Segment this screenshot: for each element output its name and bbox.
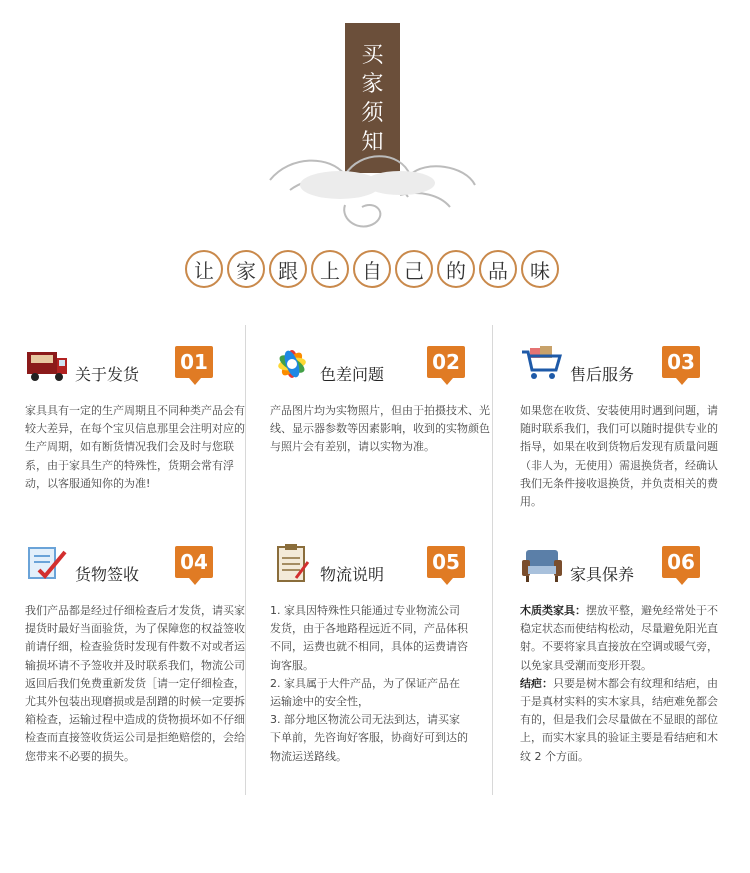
section-text: 家具具有一定的生产周期且不同种类产品会有较大差异，在每个宝贝信息那里会注明对应的生产周期，如有断货情况我们会及时与您联系，由于家具生产的特殊性，货期会常有浮动，以客服通知你的为准! — [25, 404, 245, 490]
slogan-char: 让 — [185, 250, 223, 288]
title-char: 买 — [361, 43, 384, 68]
slogan-char: 跟 — [269, 250, 307, 288]
slogan-char: 家 — [227, 250, 265, 288]
title-char: 家 — [361, 72, 384, 97]
section-number: 03 — [662, 346, 700, 378]
section-number: 05 — [427, 546, 465, 578]
section-label: 结疤： — [520, 676, 553, 690]
title-char: 知 — [361, 130, 384, 155]
slogan-char: 己 — [395, 250, 433, 288]
section-text: 如果您在收货、安装使用时遇到问题，请随时联系我们，我们可以随时提供专业的指导，如果在收到货物后发现有质量问题（非人为，无使用）需退换货者，经确认我们无条件接收退换货，并负责相关的费用。 — [520, 404, 718, 509]
section-receipt — [25, 540, 255, 766]
slogan-char: 的 — [437, 250, 475, 288]
section-number: 02 — [427, 346, 465, 378]
section-body — [270, 602, 470, 766]
section-title: 家具保养 — [570, 565, 635, 584]
section-number: 04 — [175, 546, 213, 578]
slogan-char: 上 — [311, 250, 349, 288]
section-label: 木质类家具： — [520, 604, 586, 617]
slogan — [185, 250, 565, 292]
section-body — [25, 602, 255, 766]
cloud-decoration-icon — [250, 135, 500, 245]
section-text: 只要是树木都会有纹理和结疤，由于是真材实料的实木家具，结疤难免都会有的，但是我们会尽量做在不显眼的部位上，而实木家具的验证主要是看结疤和木纹 2 个方面。 — [520, 676, 718, 763]
color-wheel-icon — [270, 344, 314, 384]
section-body — [270, 402, 500, 457]
slogan-char: 品 — [479, 250, 517, 288]
sofa-icon — [520, 544, 564, 584]
slogan-char: 自 — [353, 250, 391, 288]
section-logistics — [270, 540, 470, 766]
section-text: 3. 部分地区物流公司无法到达，请买家下单前，先咨询好客服，协商好可到达的物流运送路线。 — [270, 713, 468, 763]
truck-icon — [25, 344, 69, 384]
section-title: 色差问题 — [320, 365, 385, 384]
section-text: 1. 家具因特殊性只能通过专业物流公司发货，由于各地路程远近不同，产品体积不同，运费也就不相同，具体的运费请咨询客服。 — [270, 604, 468, 672]
section-number: 01 — [175, 346, 213, 378]
slogan-char: 味 — [521, 250, 559, 288]
section-paragraph — [520, 675, 720, 766]
section-maintenance — [520, 540, 720, 766]
section-title: 售后服务 — [570, 365, 635, 384]
section-title: 物流说明 — [320, 565, 385, 584]
title-char: 须 — [361, 101, 384, 126]
checklist-icon — [25, 544, 69, 584]
section-title: 关于发货 — [75, 365, 140, 384]
section-after-sales — [520, 340, 720, 511]
section-title: 货物签收 — [75, 565, 140, 584]
clipboard-icon — [270, 544, 314, 584]
section-text: 2. 家具属于大件产品，为了保证产品在运输途中的安全性， — [270, 676, 460, 709]
section-text: 摆放平整，避免经常处于不稳定状态而使结构松动，尽量避免阳光直射。不要将家具直接放在空调或暖气旁，以免家具受潮而变形开裂。 — [520, 604, 718, 672]
section-number: 06 — [662, 546, 700, 578]
section-shipping — [25, 340, 255, 493]
section-text: 我们产品都是经过仔细检查后才发货，请买家提货时最好当面验货，为了保障您的权益签收前请仔细，检查验货时发现有件数不对或者运输损坏请不予签收并及时联系我们，物流公司返回后我们免费重新发货［请一定仔细检查，尤其外包装出现磨损或是刮蹭的时候一定要拆箱检查，运输过程中造成的货物损坏如不仔细检查而直接签收货运公司是拒绝赔偿的，会给您带来不必要的损失。 — [25, 604, 245, 763]
section-body — [520, 402, 720, 511]
section-text: 产品图片均为实物照片，但由于拍摄技术、光线、显示器参数等因素影响，收到的实物颜色与照片会有差别，请以实物为准。 — [270, 404, 490, 454]
section-body — [520, 602, 720, 766]
section-body — [25, 402, 255, 493]
section-color-difference — [270, 340, 500, 457]
shopping-cart-icon — [520, 344, 564, 384]
section-paragraph — [520, 602, 720, 675]
